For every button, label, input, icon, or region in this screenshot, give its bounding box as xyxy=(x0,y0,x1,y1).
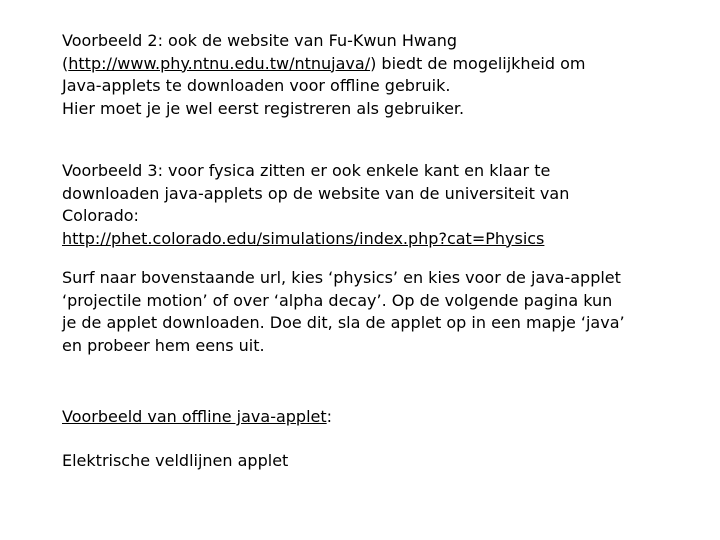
instructions-paragraph xyxy=(62,267,625,357)
ntnujava-link[interactable]: http://www.phy.ntnu.edu.tw/ntnujava/ xyxy=(68,53,371,73)
example-2-line-2-rest: ) biedt de mogelijkheid om xyxy=(370,53,586,73)
instructions-line-4: en probeer hem eens uit. xyxy=(62,335,265,355)
instructions-line-2: ‘projectile motion’ of over ‘alpha decay’. Op de volgende pagina kun xyxy=(62,290,613,310)
phet-colorado-link[interactable]: http://phet.colorado.edu/simulations/index.php?cat=Physics xyxy=(62,228,545,248)
example-3-link-line xyxy=(62,228,569,251)
applet-name-paragraph xyxy=(62,450,288,473)
example-2-line-1: Voorbeeld 2: ook de website van Fu-Kwun Hwang xyxy=(62,31,458,50)
example-3-paragraph xyxy=(62,160,569,250)
example-2-paragraph xyxy=(62,30,585,120)
instructions-line-1: Surf naar bovenstaande url, kies ‘physics’ en kies voor de java-applet xyxy=(62,268,621,287)
open-paren: ( xyxy=(62,53,69,73)
offline-example-paragraph xyxy=(62,406,332,429)
example-3-line-2: downloaden java-applets op de website van de universiteit van xyxy=(62,183,570,203)
example-2-line-2 xyxy=(62,53,585,76)
applet-name: Elektrische veldlijnen applet xyxy=(62,451,289,470)
example-3-line-3: Colorado: xyxy=(62,206,139,225)
example-2-line-4: Hier moet je je wel eerst registreren als gebruiker. xyxy=(62,98,465,118)
example-3-line-1: Voorbeeld 3: voor fysica zitten er ook enkele kant en klaar te xyxy=(62,161,551,180)
instructions-line-3: je de applet downloaden. Doe dit, sla de applet op in een mapje ‘java’ xyxy=(62,313,625,332)
offline-applet-link[interactable]: Voorbeeld van offline java-applet xyxy=(62,407,327,426)
offline-example-colon: : xyxy=(326,407,333,426)
offline-example-line xyxy=(62,406,332,429)
example-2-line-3: Java-applets te downloaden voor offline gebruik. xyxy=(62,76,451,95)
